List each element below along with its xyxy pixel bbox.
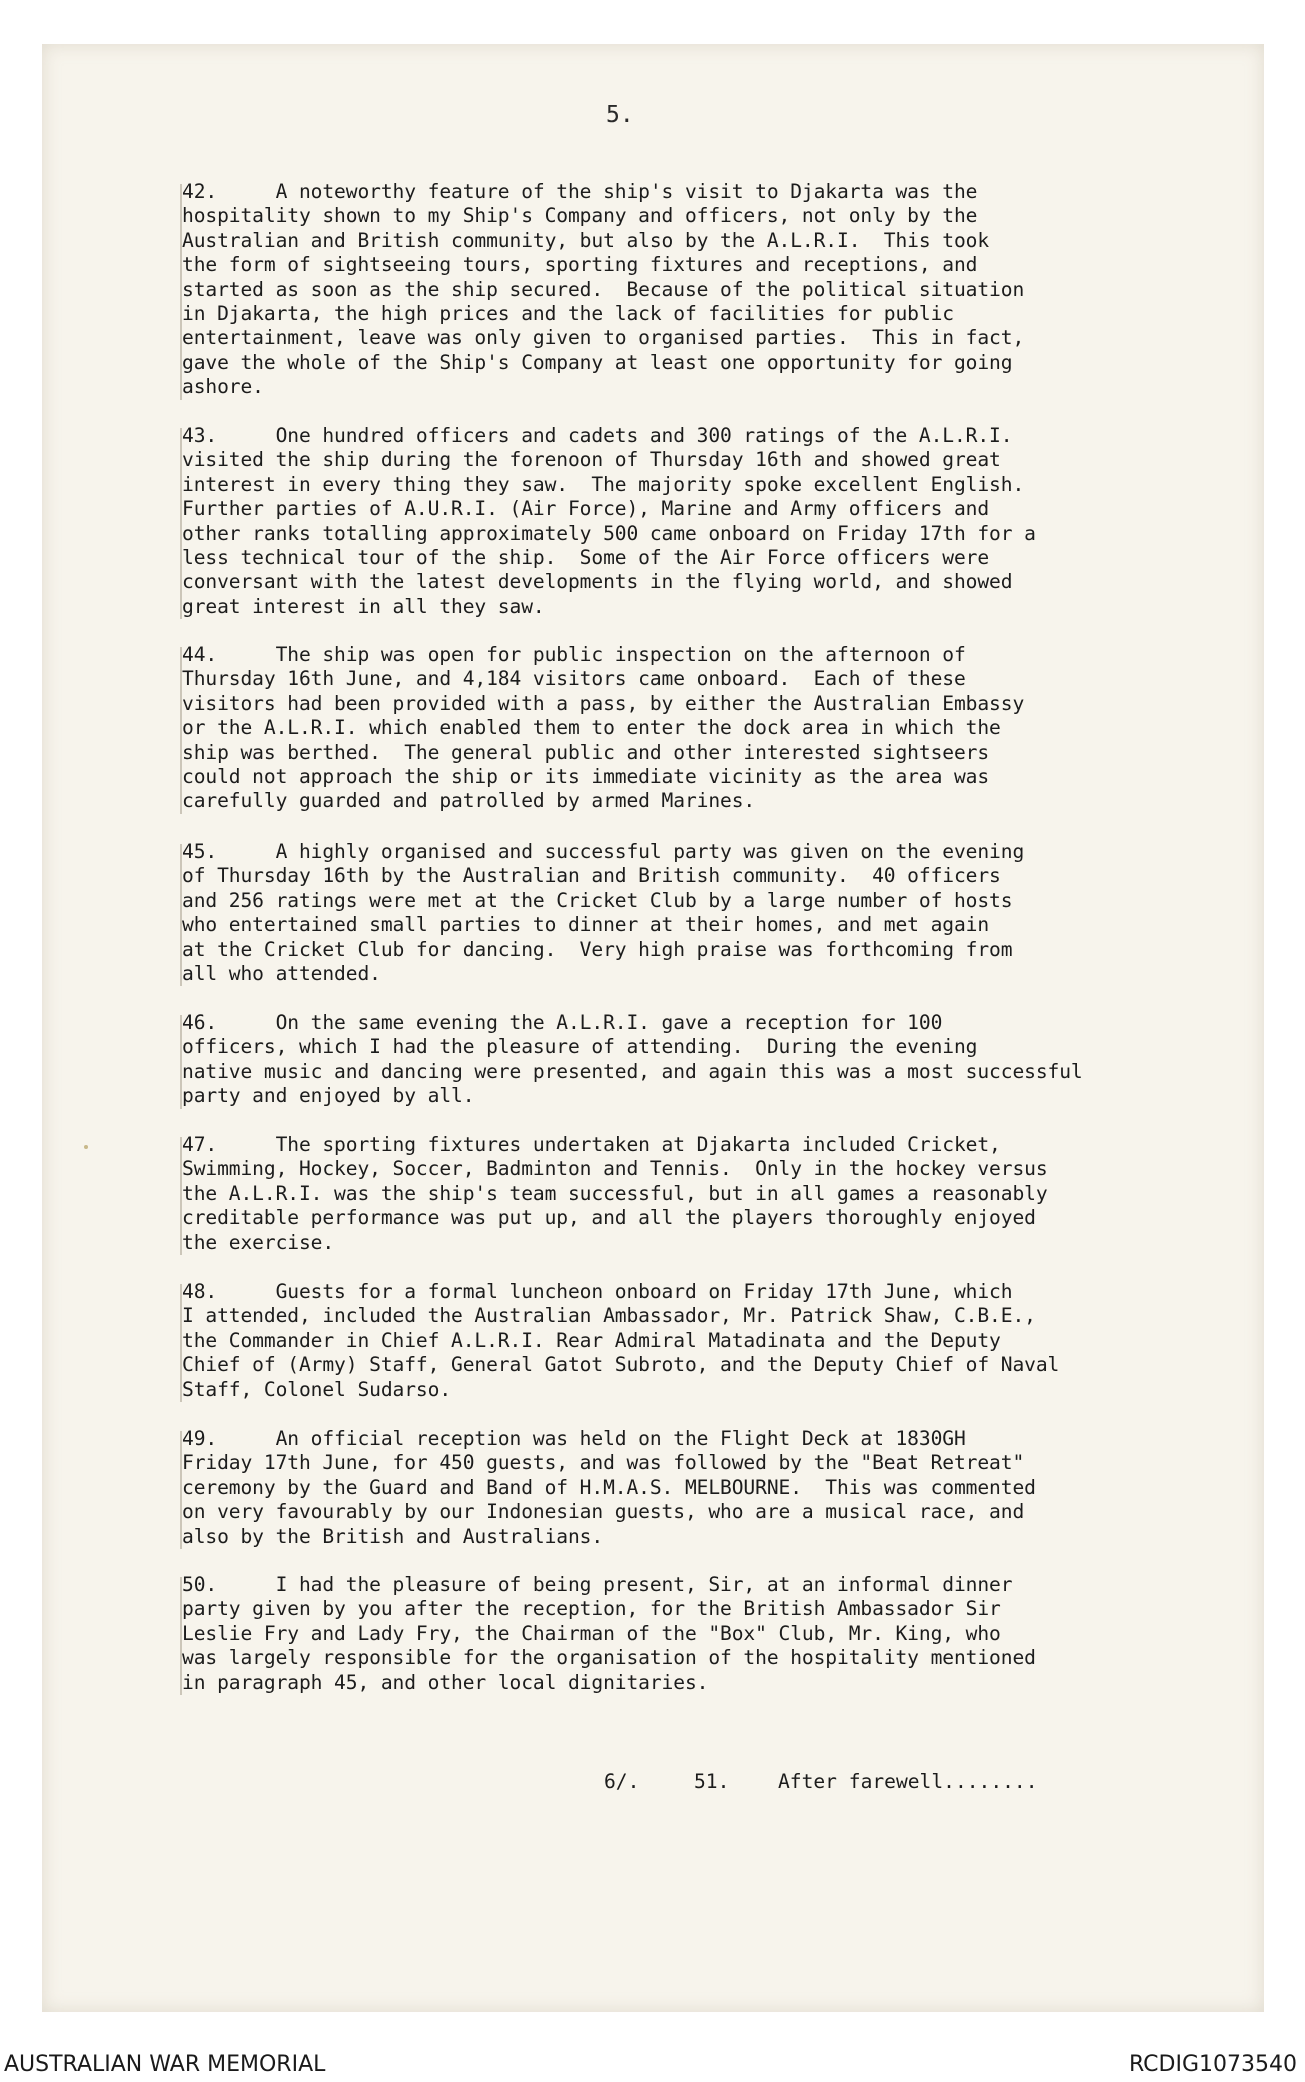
paragraph-p45 <box>182 840 1142 986</box>
margin-rule <box>180 1015 182 1109</box>
paragraph-line: 47. The sporting fixtures undertaken at Djakarta included Cricket, <box>182 1133 1001 1156</box>
paragraph-line: all who attended. <box>182 962 381 986</box>
margin-rule <box>180 1284 182 1402</box>
paragraph-line: the A.L.R.I. was the ship's team successful, but in all games a reasonably <box>182 1181 1048 1205</box>
paragraph-line: party and enjoyed by all. <box>182 1084 475 1108</box>
margin-rule <box>180 1577 182 1695</box>
paragraph-line: gave the whole of the Ship's Company at least one opportunity for going <box>182 350 1013 374</box>
paragraph-line: ship was berthed. The general public and other interested sightseers <box>182 740 990 764</box>
paragraph-line: conversant with the latest developments in the flying world, and showed <box>182 570 1013 594</box>
paragraph-line: the exercise. <box>182 1230 335 1254</box>
paragraph-line: great interest in all they saw. <box>182 594 545 618</box>
pencil-mark <box>84 1145 88 1149</box>
paragraph-line: other ranks totalling approximately 500 came onboard on Friday 17th for a <box>182 521 1036 545</box>
paragraph-p46 <box>182 1011 1142 1109</box>
paragraph-line: creditable performance was put up, and all the players thoroughly enjoyed <box>182 1206 1036 1230</box>
paragraph-line: hospitality shown to my Ship's Company and officers, not only by the <box>182 204 978 228</box>
paragraph-line: on very favourably by our Indonesian guests, who are a musical race, and <box>182 1500 1025 1524</box>
paragraph-line: interest in every thing they saw. The majority spoke excellent English. <box>182 472 1025 496</box>
paragraph-line: visited the ship during the forenoon of Thursday 16th and showed great <box>182 448 1001 472</box>
paragraph-line: of Thursday 16th by the Australian and British community. 40 officers <box>182 864 1001 888</box>
next-page-reference: 6/. <box>604 1770 640 1793</box>
paragraph-line: party given by you after the reception, for the British Ambassador Sir <box>182 1597 1001 1621</box>
paragraph-line: 50. I had the pleasure of being present, Sir, at an informal dinner <box>182 1573 1013 1596</box>
paragraph-line: was largely responsible for the organisation of the hospitality mentioned <box>182 1646 1036 1670</box>
paragraph-line: I attended, included the Australian Ambassador, Mr. Patrick Shaw, C.B.E., <box>182 1304 1036 1328</box>
archive-footer <box>0 2048 1305 2082</box>
paragraph-line: 46. On the same evening the A.L.R.I. gave a reception for 100 <box>182 1011 943 1034</box>
margin-rule <box>180 647 182 814</box>
paragraph-line: Friday 17th June, for 450 guests, and was followed by the "Beat Retreat" <box>182 1451 1025 1475</box>
paragraph-line: and 256 ratings were met at the Cricket Club by a large number of hosts <box>182 888 1013 912</box>
paragraph-line: Leslie Fry and Lady Fry, the Chairman of the "Box" Club, Mr. King, who <box>182 1621 1001 1645</box>
paragraph-p44 <box>182 643 1142 814</box>
paragraph-line: in Djakarta, the high prices and the lack of facilities for public <box>182 302 954 326</box>
paragraph-line: 42. A noteworthy feature of the ship's visit to Djakarta was the <box>182 180 978 203</box>
archive-id: RCDIG1073540 <box>1128 2052 1297 2077</box>
paragraph-p49 <box>182 1427 1142 1549</box>
margin-rule <box>180 428 182 619</box>
paragraph-line: Thursday 16th June, and 4,184 visitors came onboard. Each of these <box>182 667 966 691</box>
margin-rule <box>180 184 182 400</box>
page-number: 5. <box>606 102 634 128</box>
paragraph-line: ceremony by the Guard and Band of H.M.A.S. MELBOURNE. This was commented <box>182 1475 1036 1499</box>
paragraph-p47 <box>182 1133 1142 1255</box>
paragraph-line: less technical tour of the ship. Some of the Air Force officers were <box>182 546 990 570</box>
paragraph-p42 <box>182 180 1142 400</box>
paragraph-line: ashore. <box>182 375 264 399</box>
paragraph-line: visitors had been provided with a pass, by either the Australian Embassy <box>182 691 1025 715</box>
paragraph-line: started as soon as the ship secured. Because of the political situation <box>182 277 1025 301</box>
paragraph-line: also by the British and Australians. <box>182 1524 604 1548</box>
paragraph-line: 48. Guests for a formal luncheon onboard on Friday 17th June, which <box>182 1280 1013 1303</box>
paragraph-line: could not approach the ship or its immediate vicinity as the area was <box>182 765 990 789</box>
next-paragraph-number: 51. <box>694 1770 730 1793</box>
paragraph-line: officers, which I had the pleasure of attending. During the evening <box>182 1035 978 1059</box>
paragraph-line: Swimming, Hockey, Soccer, Badminton and Tennis. Only in the hockey versus <box>182 1157 1048 1181</box>
paragraph-line: 49. An official reception was held on the Flight Deck at 1830GH <box>182 1427 966 1450</box>
margin-rule <box>180 1431 182 1549</box>
paragraph-line: entertainment, leave was only given to organised parties. This in fact, <box>182 326 1025 350</box>
paragraph-p43 <box>182 424 1142 619</box>
margin-rule <box>180 1137 182 1255</box>
paragraph-line: Chief of (Army) Staff, General Gatot Subroto, and the Deputy Chief of Naval <box>182 1353 1060 1377</box>
archive-name: AUSTRALIAN WAR MEMORIAL <box>4 2052 326 2077</box>
paragraph-line: 45. A highly organised and successful party was given on the evening <box>182 840 1025 863</box>
paragraph-line: Further parties of A.U.R.I. (Air Force), Marine and Army officers and <box>182 497 990 521</box>
paragraph-line: or the A.L.R.I. which enabled them to enter the dock area in which the <box>182 716 1001 740</box>
paragraph-line: Staff, Colonel Sudarso. <box>182 1377 452 1401</box>
paragraph-line: who entertained small parties to dinner at their homes, and met again <box>182 913 990 937</box>
paragraph-line: in paragraph 45, and other local dignitaries. <box>182 1670 709 1694</box>
paragraph-line: 43. One hundred officers and cadets and 300 ratings of the A.L.R.I. <box>182 424 1013 447</box>
paragraph-line: Australian and British community, but also by the A.L.R.I. This took <box>182 228 990 252</box>
paragraph-p50 <box>182 1573 1142 1695</box>
paragraph-line: 44. The ship was open for public inspection on the afternoon of <box>182 643 966 666</box>
paragraph-line: at the Cricket Club for dancing. Very high praise was forthcoming from <box>182 937 1013 961</box>
catchword: After farewell........ <box>778 1770 1038 1793</box>
paragraph-line: the Commander in Chief A.L.R.I. Rear Admiral Matadinata and the Deputy <box>182 1328 1001 1352</box>
paragraph-line: carefully guarded and patrolled by armed Marines. <box>182 789 756 813</box>
margin-rule <box>180 844 182 986</box>
paragraph-line: native music and dancing were presented, and again this was a most successful <box>182 1059 1083 1083</box>
paragraph-line: the form of sightseeing tours, sporting fixtures and receptions, and <box>182 253 978 277</box>
paragraph-p48 <box>182 1280 1142 1402</box>
